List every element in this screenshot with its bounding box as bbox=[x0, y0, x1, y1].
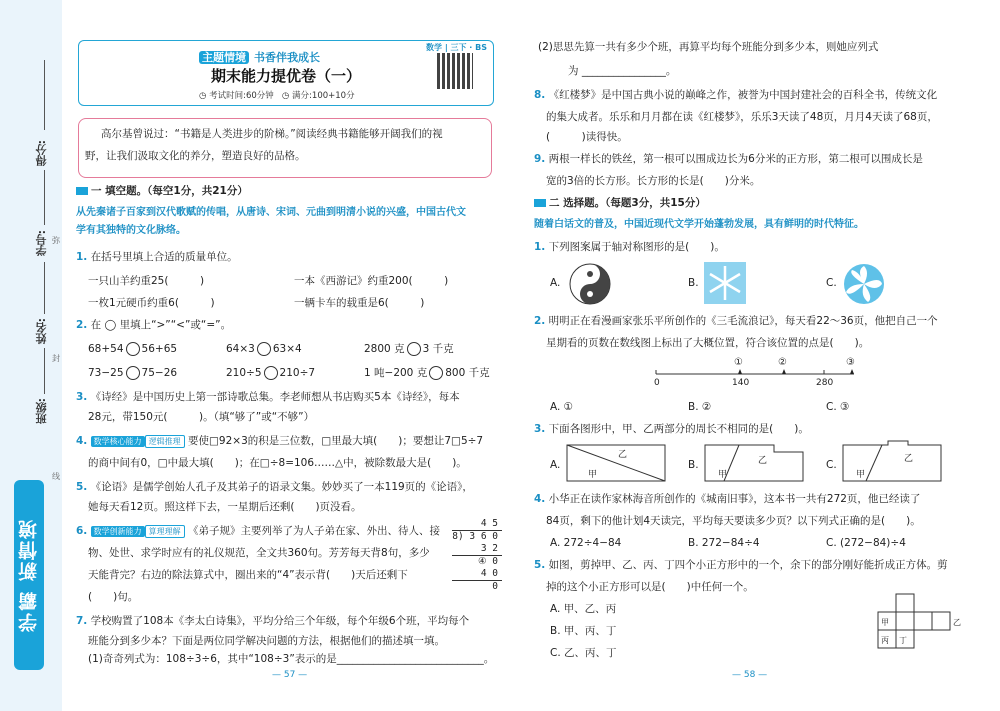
c2-line-2: 星期看的页数在数线图上标出了大概位置，符合该位置的点是( )。 bbox=[546, 337, 870, 349]
seal-char-3: 线 bbox=[52, 472, 60, 481]
q7-line-3[interactable]: (1)奇奇列式为：108÷3÷6，其中“108÷3”表示的是____________________________。 bbox=[88, 653, 495, 665]
id-label: 学号: bbox=[35, 230, 48, 257]
shape-a-yi: 乙 bbox=[618, 450, 628, 460]
point-1: ① bbox=[734, 357, 743, 368]
snowflake-icon bbox=[704, 262, 746, 304]
net-cell-ding: 丁 bbox=[899, 636, 907, 645]
q2-stem: 2. 在 ◯ 里填上“>”“<”或“=”。 bbox=[76, 319, 232, 331]
compare-circle[interactable] bbox=[407, 342, 421, 356]
tick-140: 140 bbox=[732, 378, 750, 388]
c2-opt-b[interactable]: B. ② bbox=[688, 401, 712, 413]
q4-line-2: 的商中间有0，□中最大填( )；在□÷8=106……△中，被除数最大是( )。 bbox=[88, 457, 467, 469]
c2-opt-c[interactable]: C. ③ bbox=[826, 401, 850, 413]
section1-title: 一 填空题。（每空1分，共21分） bbox=[76, 184, 248, 198]
net-cell-yi: 乙 bbox=[953, 618, 961, 627]
c4-opt-b[interactable]: B. 272−84÷4 bbox=[688, 537, 760, 549]
intro-line-1: 高尔基曾说过：“书籍是人类进步的阶梯。”阅读经典书籍能够开阔我们的视 bbox=[101, 128, 443, 140]
c3-opt-c[interactable]: C. bbox=[826, 459, 837, 471]
c3-stem: 3. 下面各图形中，甲、乙两部分的周长不相同的是( )。 bbox=[534, 423, 809, 435]
c5-line-1: 5. 如图，剪掉甲、乙、丙、丁四个小正方形中的一个，余下的部分刚好能折成正方体。剪 bbox=[534, 559, 948, 571]
shape-b-yi: 乙 bbox=[758, 456, 768, 466]
q6-line-4: ( )句。 bbox=[88, 591, 139, 603]
brand-logo: 学霸 新情境 bbox=[14, 480, 44, 670]
q2-r2-b: 210÷5 210÷7 bbox=[226, 367, 316, 379]
name-line bbox=[44, 262, 45, 314]
long-division: 4 5 8) 3 6 0 3 2 ④ 0 4 0 0 bbox=[452, 518, 502, 593]
tick-0: 0 bbox=[654, 378, 660, 388]
q9-line-1: 9. 两根一样长的铁丝，第一根可以围成边长为6分米的正方形，第二根可以围成长是 bbox=[534, 153, 923, 165]
score-label: 得分: bbox=[35, 140, 48, 167]
seal-char-2: 封 bbox=[52, 354, 60, 363]
point-3: ③ bbox=[846, 357, 855, 368]
compare-circle[interactable] bbox=[264, 366, 278, 380]
q6-line-2: 物、处世、求学时应有的礼仪规范，全文共360句。芳芳每天背8句，多少 bbox=[88, 547, 430, 559]
q4-line-1: 4. 数学核心能力 逻辑推理 要使□92×3的积是三位数，□里最大填( )；要想让7□5÷7 bbox=[76, 435, 484, 447]
clock-icon: ◷ bbox=[199, 91, 207, 101]
q9-line-2: 宽的3倍的长方形。长方形的长是( )分米。 bbox=[546, 175, 761, 187]
class-line bbox=[44, 348, 45, 394]
name-label: 姓名: bbox=[35, 318, 48, 345]
c4-opt-a[interactable]: A. 272÷4−84 bbox=[550, 537, 622, 549]
c3-opt-a[interactable]: A. bbox=[550, 459, 561, 471]
intro-line-2: 野，让我们汲取文化的养分，塑造良好的品格。 bbox=[85, 150, 306, 162]
c1-opt-a[interactable]: A. bbox=[550, 277, 561, 289]
c5-opt-b[interactable]: B. 甲、丙、丁 bbox=[550, 625, 617, 637]
q5-line-2: 她每天看12页。照这样下去，一星期后还剩( )页没看。 bbox=[88, 501, 362, 513]
class-label: 班级: bbox=[35, 398, 48, 425]
c1-stem: 1. 下列图案属于轴对称图形的是( )。 bbox=[534, 241, 725, 253]
page-57 bbox=[62, 0, 510, 711]
shape-a-figure bbox=[566, 444, 666, 482]
q1-d: 一辆卡车的载重是6( ) bbox=[294, 297, 425, 309]
exam-meta bbox=[199, 89, 355, 101]
topic-line bbox=[199, 49, 320, 65]
q2-r2-c: 1 吨−200 克 800 千克 bbox=[364, 367, 490, 379]
section2-title: 二 选择题。（每题3分，共15分） bbox=[534, 196, 706, 210]
score-line bbox=[44, 60, 45, 130]
point-2: ② bbox=[778, 357, 787, 368]
section-marker-icon bbox=[76, 187, 88, 195]
compare-circle[interactable] bbox=[429, 366, 443, 380]
shape-a-jia: 甲 bbox=[588, 470, 598, 480]
q1-b: 一本《西游记》约重200( ) bbox=[294, 275, 449, 287]
number-line bbox=[642, 354, 868, 392]
q2-r1-a: 68+54 56+65 bbox=[88, 343, 178, 355]
section-marker-icon bbox=[534, 199, 546, 207]
q7-line-1: 7. 学校购置了108本《李太白诗集》，平均分给三个年级，每个年级6个班，平均每个 bbox=[76, 615, 470, 627]
q3-line-1: 3. 《诗经》是中国历史上第一部诗歌总集。李老师想从书店购买5本《诗经》，每本 bbox=[76, 391, 460, 403]
net-cell-jia: 甲 bbox=[881, 618, 889, 627]
q3-line-2: 28元，带150元( )。（填“够了”或“不够”） bbox=[88, 411, 315, 423]
q1-c: 一枚1元硬币约重6( ) bbox=[88, 297, 215, 309]
net-cell-bing: 丙 bbox=[881, 636, 889, 645]
q8-line-1: 8. 《红楼梦》是中国古典小说的巅峰之作，被誉为中国封建社会的百科全书，传统文化 bbox=[534, 89, 938, 101]
q7-line-2: 班能分到多少本？下面是两位同学解决问题的方法，根据他们的描述填一填。 bbox=[88, 635, 445, 647]
compare-circle[interactable] bbox=[257, 342, 271, 356]
id-line bbox=[44, 170, 45, 225]
score-icon: ◷ bbox=[281, 91, 290, 101]
q2-r1-c: 2800 克 3 千克 bbox=[364, 343, 454, 355]
compare-circle[interactable] bbox=[126, 342, 140, 356]
shape-c-jia: 甲 bbox=[856, 470, 866, 480]
c4-line-1: 4. 小华正在读作家林海音所创作的《城南旧事》，这本书一共有272页，他已经读了 bbox=[534, 493, 921, 505]
bauhinia-icon bbox=[842, 262, 886, 306]
exam-score: 满分:100+10分 bbox=[292, 91, 355, 101]
c5-opt-a[interactable]: A. 甲、乙、丙 bbox=[550, 603, 617, 615]
paper-title: 期末能力提优卷（一） bbox=[210, 67, 361, 85]
seal-char-1: 弥 bbox=[52, 236, 60, 245]
c5-opt-c[interactable]: C. 乙、丙、丁 bbox=[550, 647, 617, 659]
header-box bbox=[78, 40, 494, 106]
q8-line-3: ( )读得快。 bbox=[546, 131, 628, 143]
c4-opt-c[interactable]: C. (272−84)÷4 bbox=[826, 537, 906, 549]
q2-r2-a: 73−25 75−26 bbox=[88, 367, 178, 379]
c2-opt-a[interactable]: A. ① bbox=[550, 401, 574, 413]
section1-context-2: 学有其独特的文化脉络。 bbox=[76, 225, 186, 236]
c1-opt-b[interactable]: B. bbox=[688, 277, 699, 289]
c3-opt-b[interactable]: B. bbox=[688, 459, 699, 471]
binding-sidebar bbox=[0, 0, 62, 711]
qr-code-icon[interactable] bbox=[437, 53, 473, 89]
q6-line-1: 6. 数学创新能力 算理理解 《弟子规》主要列举了为人子弟在家、外出、待人、接 bbox=[76, 525, 440, 537]
shape-c-yi: 乙 bbox=[904, 454, 914, 464]
q5-line-1: 5. 《论语》是儒学创始人孔子及其弟子的语录文集。妙妙买了一本119页的《论语》， bbox=[76, 481, 473, 493]
c5-line-2: 掉的这个小正方形可以是( )中任何一个。 bbox=[546, 581, 754, 593]
tick-280: 280 bbox=[816, 378, 834, 388]
q2-r1-b: 64×3 63×4 bbox=[226, 343, 302, 355]
topic-text: 书香伴我成长 bbox=[254, 51, 320, 64]
page-number-right: — 58 — bbox=[732, 670, 768, 680]
intro-box bbox=[78, 118, 492, 178]
page-number-left: — 57 — bbox=[272, 670, 308, 680]
yin-yang-icon bbox=[568, 262, 612, 306]
exam-time: 考试时间:60分钟 bbox=[209, 91, 274, 101]
topic-badge: 主题情境 bbox=[199, 51, 249, 64]
c4-line-2: 84页，剩下的他计划4天读完，平均每天要读多少页？以下列式正确的是( )。 bbox=[546, 515, 921, 527]
compare-circle[interactable] bbox=[126, 366, 140, 380]
q1-stem: 1. 在括号里填上合适的质量单位。 bbox=[76, 251, 238, 263]
c1-opt-c[interactable]: C. bbox=[826, 277, 837, 289]
section2-context: 随着白话文的普及，中国近现代文学开始蓬勃发展，具有鲜明的时代特征。 bbox=[534, 219, 864, 230]
q7-line-5[interactable]: 为 ________________。 bbox=[568, 65, 677, 77]
q8-line-2: 的集大成者。乐乐和月月都在读《红楼梦》，乐乐3天读了48页，月月4天读了68页， bbox=[546, 111, 938, 123]
shape-b-jia: 甲 bbox=[718, 470, 728, 480]
grade-label: 数学 | 三下 · BS bbox=[426, 43, 487, 52]
q7-line-4: (2)思思先算一共有多少个班，再算平均每个班能分到多少本，则她应列式 bbox=[538, 41, 879, 53]
q6-line-3: 天能背完？右边的除法算式中，圈出来的“4”表示背( )天后还剩下 bbox=[88, 569, 408, 581]
c2-line-1: 2. 明明正在看漫画家张乐平所创作的《三毛流浪记》，每天看22～36页，他把自己一个 bbox=[534, 315, 938, 327]
q1-a: 一只山羊约重25( ) bbox=[88, 275, 205, 287]
section1-context-1: 从先秦诸子百家到汉代歌赋的传唱，从唐诗、宋词、元曲到明清小说的兴盛，中国古代文 bbox=[76, 207, 466, 218]
page-58 bbox=[522, 0, 982, 711]
